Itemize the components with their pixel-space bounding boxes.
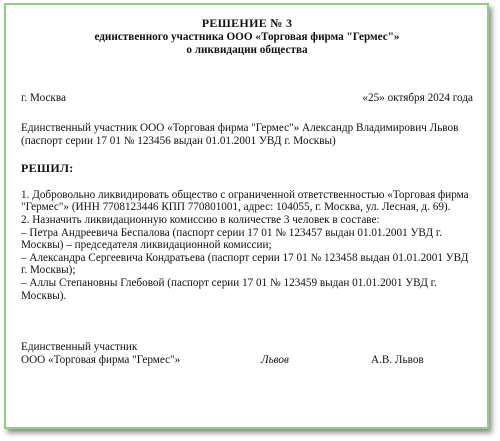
date: «25» октября 2024 года — [362, 91, 473, 104]
document-title — [21, 17, 473, 58]
commission-member-1: – Петра Андреевича Беспалова (паспорт серии 17 01 № 123457 выдан 01.01.2001 УВД г. Москвы) – председателя ликвидационной комиссии; — [21, 226, 442, 252]
signature-block — [21, 341, 473, 367]
title-line-2: единственного участника ООО «Торговая фирма "Гермес"» — [94, 30, 400, 43]
signer-name: А.В. Львов — [371, 353, 424, 366]
document-frame — [4, 3, 489, 429]
document-body — [21, 17, 473, 367]
clauses — [21, 189, 473, 302]
signer-role: Единственный участник — [21, 341, 138, 354]
handwritten-signature: Львов — [261, 353, 289, 366]
resolved-heading: РЕШИЛ: — [21, 161, 74, 176]
place-date-row — [21, 92, 473, 105]
commission-member-2: – Александра Сергеевича Кондратьева (паспорт серии 17 01 № 123458 выдан 01.01.2001 УВД г. Москвы); — [21, 251, 469, 277]
title-line-3: о ликвидации общества — [186, 44, 308, 56]
signer-org: ООО «Торговая фирма "Гермес"» — [21, 353, 181, 366]
commission-member-3: – Аллы Степановны Глебовой (паспорт серии 17 01 № 123459 выдан 01.01.2001 УВД г. Москвы). — [21, 277, 437, 302]
clause-2: 2. Назначить ликвидационную комиссию в количестве 3 человек в составе: — [21, 214, 380, 227]
title-line-1: РЕШЕНИЕ № 3 — [201, 16, 293, 30]
place: г. Москва — [21, 91, 66, 104]
signature-row — [21, 354, 473, 367]
preamble: Единственный участник ООО «Торговая фирма "Гермес"» Александр Владимирович Львов (паспорт серии 17 01 № 123456 выдан 01.01.2001 УВД г. Москвы) — [21, 122, 459, 147]
clause-1: 1. Добровольно ликвидировать общество с ограниченной ответственностью «Торговая фирма "Гермес"» (ИНН 7708123446 КПП 770801001, адрес: 104055, г. Москва, ул. Лесная, д. 69). — [21, 188, 469, 214]
